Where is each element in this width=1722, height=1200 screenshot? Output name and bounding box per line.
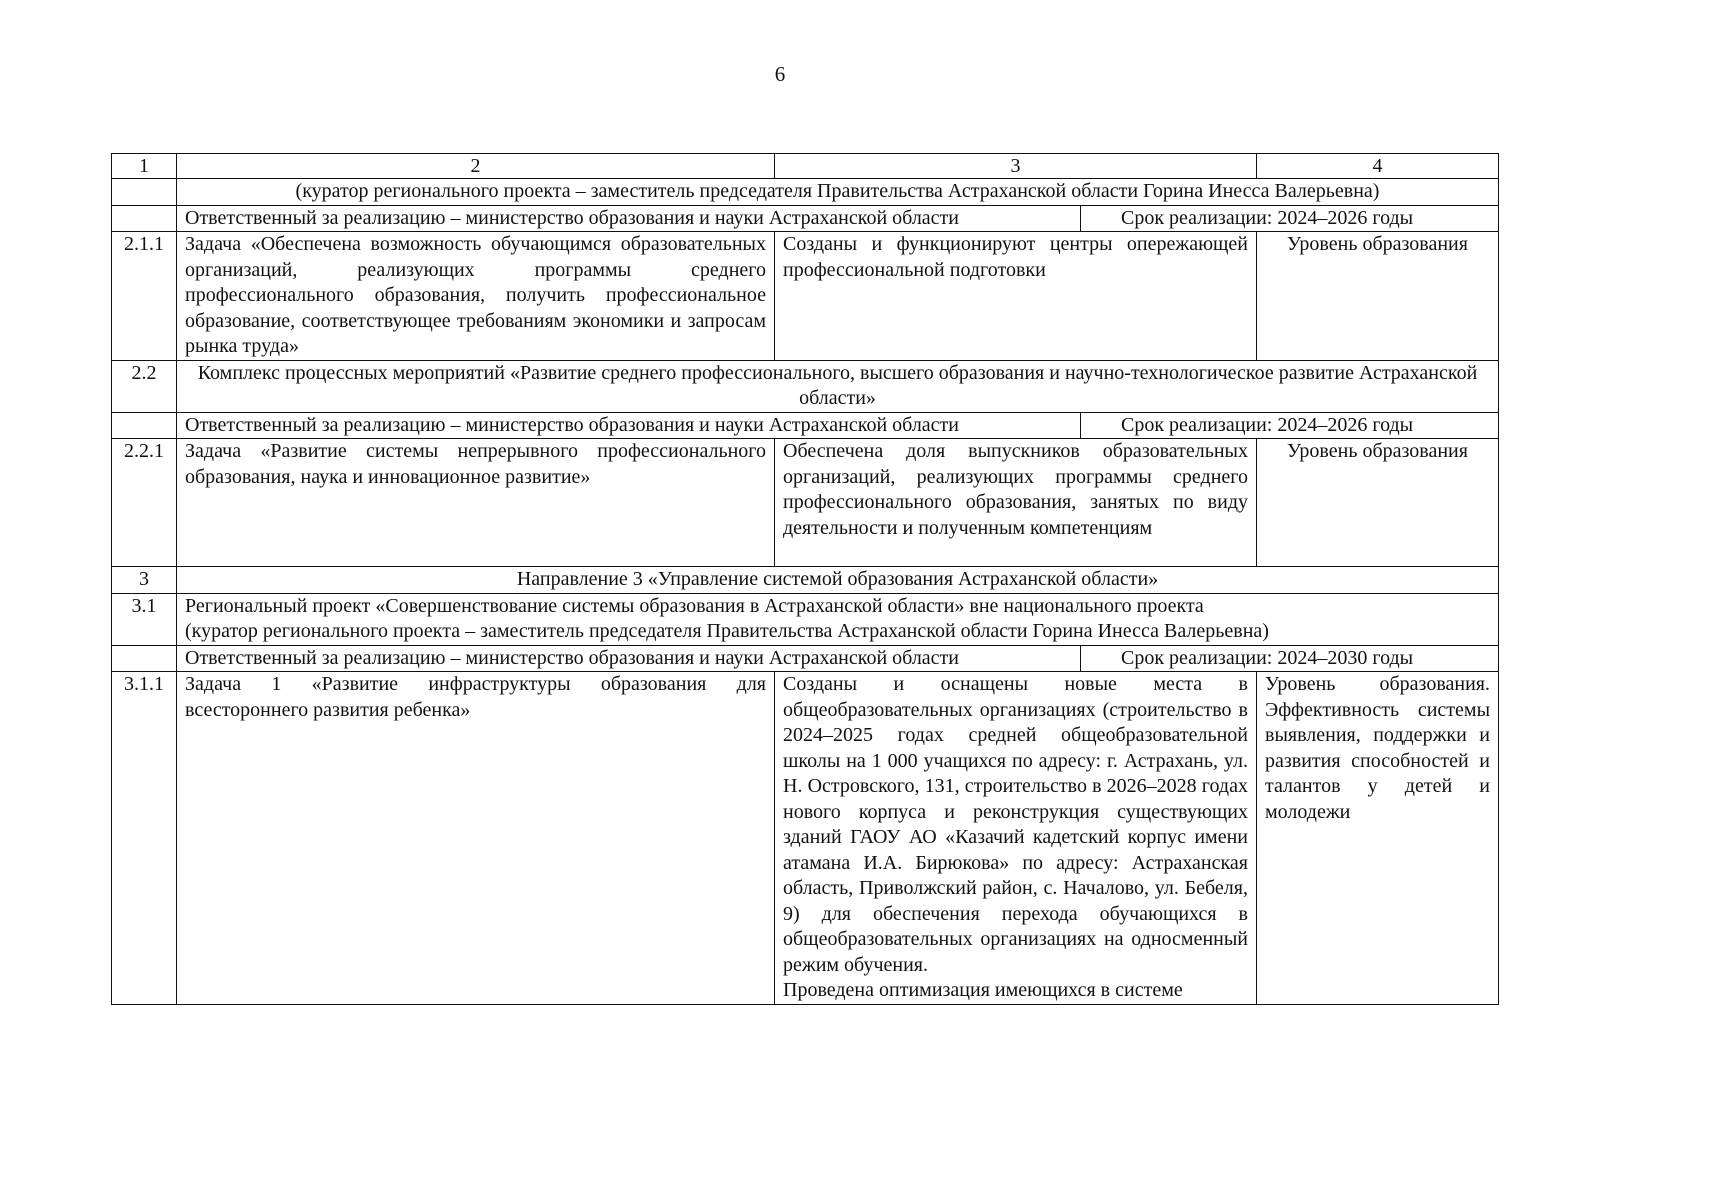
table-row [112,439,1499,567]
row-number-cell [112,645,177,672]
result-cell [775,672,1257,1005]
deadline-text: Срок реализации: 2024–2026 годы [1080,205,1490,233]
document-table [111,153,1499,1005]
table-row [112,593,1499,645]
task-cell: Задача 1 «Развитие инфраструктуры образования для всестороннего развития ребенка» [177,672,775,1005]
indicator-cell: Уровень образования [1257,439,1499,567]
row-number-cell: 3.1 [112,593,177,645]
responsible-cell [177,412,1499,439]
page-number: 6 [774,62,786,86]
responsible-text: Ответственный за реализацию – министерство образования и науки Астраханской области [185,413,960,436]
deadline-text: Срок реализации: 2024–2030 годы [1080,645,1490,673]
indicator-cell: Уровень образования [1257,232,1499,361]
responsible-cell [177,645,1499,672]
responsible-cell [177,205,1499,232]
table-row [112,360,1499,412]
row-number-cell [112,205,177,232]
result-cell: Обеспечена доля выпускников образовательных организаций, реализующих программы среднего профессионального образования, занятых по виду деятельности и полученным компетенциям [775,439,1257,567]
header-cell-1: 1 [112,154,177,179]
task-cell: Задача «Обеспечена возможность обучающимся образовательных организаций, реализующих программы среднего профессионального образования, получить профессиональное образование, соответствующее требованиям экономики и запросам рынка труда» [177,232,775,361]
table-header-row [112,154,1499,179]
table-row [112,205,1499,232]
curator-cell: (куратор регионального проекта – заместитель председателя Правительства Астраханской области Горина Инесса Валерьевна) [177,179,1499,206]
row-number-cell [112,412,177,439]
result-paragraph: Созданы и оснащены новые места в общеобразовательных организациях (строительство в 2024–2025 годах средней общеобразовательной школы на 1 000 учащихся по адресу: г. Астрахань, ул. Н. Островского, 131, строительство в 2026–2028 годах нового корпуса и реконструкция существующих зданий ГАОУ АО «Казачий кадетский корпус имени атамана И.А. Бирюкова» по адресу: Астраханская область, Приволжский район, с. Началово, ул. Бебеля, 9) для обеспечения перехода обучающихся в общеобразовательных организациях на односменный режим обучения. [783,673,1248,976]
result-paragraph-continued: Проведена оптимизация имеющихся в системе [783,979,1183,1001]
row-number-cell: 2.2 [112,360,177,412]
task-cell: Задача «Развитие системы непрерывного профессионального образования, наука и инновационное развитие» [177,439,775,567]
deadline-text: Срок реализации: 2024–2026 годы [1080,412,1490,440]
row-number-cell [112,179,177,206]
table-row [112,179,1499,206]
table-row [112,567,1499,594]
row-number-cell: 3 [112,567,177,594]
regional-project-title: Региональный проект «Совершенствование системы образования в Астраханской области» вне национального проекта [185,594,1204,617]
row-number-cell: 2.1.1 [112,232,177,361]
regional-project-cell [177,593,1499,645]
row-number-cell: 2.2.1 [112,439,177,567]
table-row [112,412,1499,439]
table-row [112,672,1499,1005]
row-number-cell: 3.1.1 [112,672,177,1005]
curator-text: (куратор регионального проекта – заместитель председателя Правительства Астраханской области Горина Инесса Валерьевна) [185,620,1269,642]
indicator-cell: Уровень образования. Эффективность системы выявления, поддержки и развития способностей и талантов у детей и молодежи [1257,672,1499,1005]
header-cell-2: 2 [177,154,775,179]
table-row [112,232,1499,361]
direction-cell: Направление 3 «Управление системой образования Астраханской области» [177,567,1499,594]
responsible-text: Ответственный за реализацию – министерство образования и науки Астраханской области [185,206,960,229]
responsible-text: Ответственный за реализацию – министерство образования и науки Астраханской области [185,646,960,669]
table-row [112,645,1499,672]
header-cell-3: 3 [775,154,1257,179]
process-block-cell: Комплекс процессных мероприятий «Развитие среднего профессионального, высшего образования и научно-технологическое развитие Астраханской области» [177,360,1499,412]
header-cell-4: 4 [1257,154,1499,179]
result-cell: Созданы и функционируют центры опережающей профессиональной подготовки [775,232,1257,361]
